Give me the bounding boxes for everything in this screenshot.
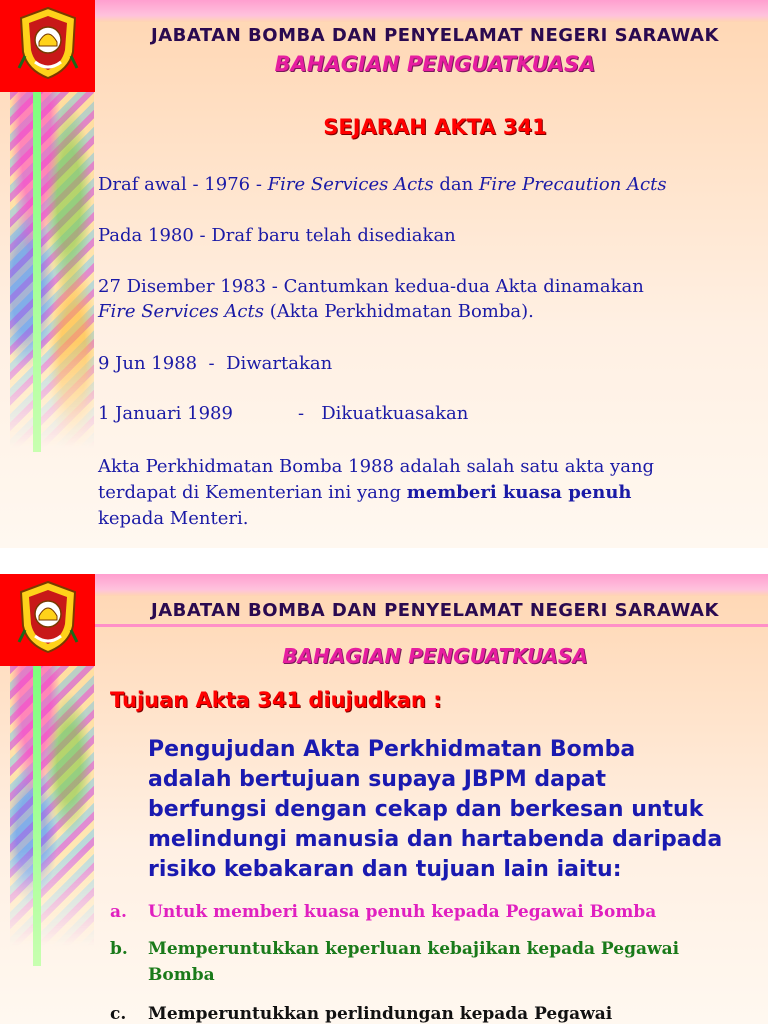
slide-gap [0, 548, 768, 574]
paragraph-line-2 [98, 480, 758, 505]
top-pink-band [0, 0, 768, 22]
italic-segment: Fire Services Acts [98, 301, 264, 322]
text-segment: (Akta Perkhidmatan Bomba). [263, 301, 534, 322]
purpose-heading: Tujuan Akta 341 diujudkan : [110, 688, 442, 712]
history-line-draft [98, 172, 758, 197]
purpose-paragraph-line: risiko kebakaran dan tujuan lain iaitu: [148, 857, 622, 882]
italic-segment: Fire Precaution Acts [478, 174, 667, 195]
list-item-text: Memperuntukkan keperluan kebajikan kepada Pegawai [148, 939, 680, 959]
division-subtitle: BAHAGIAN PENGUATKUASA [274, 52, 596, 76]
department-header: JABATAN BOMBA DAN PENYELAMAT NEGERI SARAWAK [151, 25, 719, 46]
pink-divider [0, 624, 768, 627]
top-pink-band [0, 574, 768, 596]
text-segment: 1 Januari 1989 [98, 403, 233, 424]
list-item-text: Memperuntukkan perlindungan kepada Pegawai [148, 1004, 613, 1024]
italic-segment: Fire Services Acts [267, 174, 434, 195]
list-marker: a. [110, 902, 127, 922]
list-item-a [110, 900, 765, 924]
list-marker: c. [110, 1004, 127, 1024]
purpose-paragraph-line: Pengujudan Akta Perkhidmatan Bomba [148, 737, 636, 762]
text-segment: Draf awal - 1976 - [98, 174, 268, 195]
list-item-b [110, 937, 765, 961]
purpose-paragraph-line: adalah bertujuan supaya JBPM dapat [148, 767, 607, 792]
text-segment: terdapat di Kementerian ini yang [98, 482, 407, 503]
decorative-strip [10, 666, 94, 946]
history-line-1983-cont [98, 299, 758, 324]
slide-title: SEJARAH AKTA 341 [323, 115, 547, 139]
history-line-1980: Pada 1980 - Draf baru telah disediakan [98, 225, 456, 246]
list-item-c [110, 1002, 765, 1024]
list-marker: b. [110, 939, 128, 959]
decorative-strip [10, 92, 94, 448]
fire-department-crest-icon [17, 6, 79, 80]
purpose-paragraph-line: melindungi manusia dan hartabenda daripada [148, 827, 723, 852]
text-segment: dan [433, 174, 479, 195]
slide-2 [0, 574, 768, 1024]
paragraph-line-1: Akta Perkhidmatan Bomba 1988 adalah salah satu akta yang [98, 456, 655, 477]
division-subtitle: BAHAGIAN PENGUATKUASA [282, 644, 588, 668]
green-bar [33, 666, 41, 966]
text-segment: - Dikuatkuasakan [298, 403, 469, 424]
fire-department-crest-icon [17, 580, 79, 654]
logo-red-block [0, 574, 95, 666]
logo-red-block [0, 0, 95, 92]
purpose-paragraph-line: berfungsi dengan cekap dan berkesan untuk [148, 797, 704, 822]
history-line-1989 [98, 401, 758, 426]
paragraph-line-3: kepada Menteri. [98, 508, 249, 529]
history-line-1983: 27 Disember 1983 - Cantumkan kedua-dua Akta dinamakan [98, 276, 644, 297]
department-header: JABATAN BOMBA DAN PENYELAMAT NEGERI SARAWAK [151, 600, 719, 621]
list-item-text: Bomba [148, 965, 215, 985]
history-line-1988: 9 Jun 1988 - Diwartakan [98, 353, 333, 374]
green-bar [33, 92, 41, 452]
bold-segment: memberi kuasa penuh [406, 482, 632, 503]
list-item-text: Untuk memberi kuasa penuh kepada Pegawai Bomba [148, 902, 657, 922]
